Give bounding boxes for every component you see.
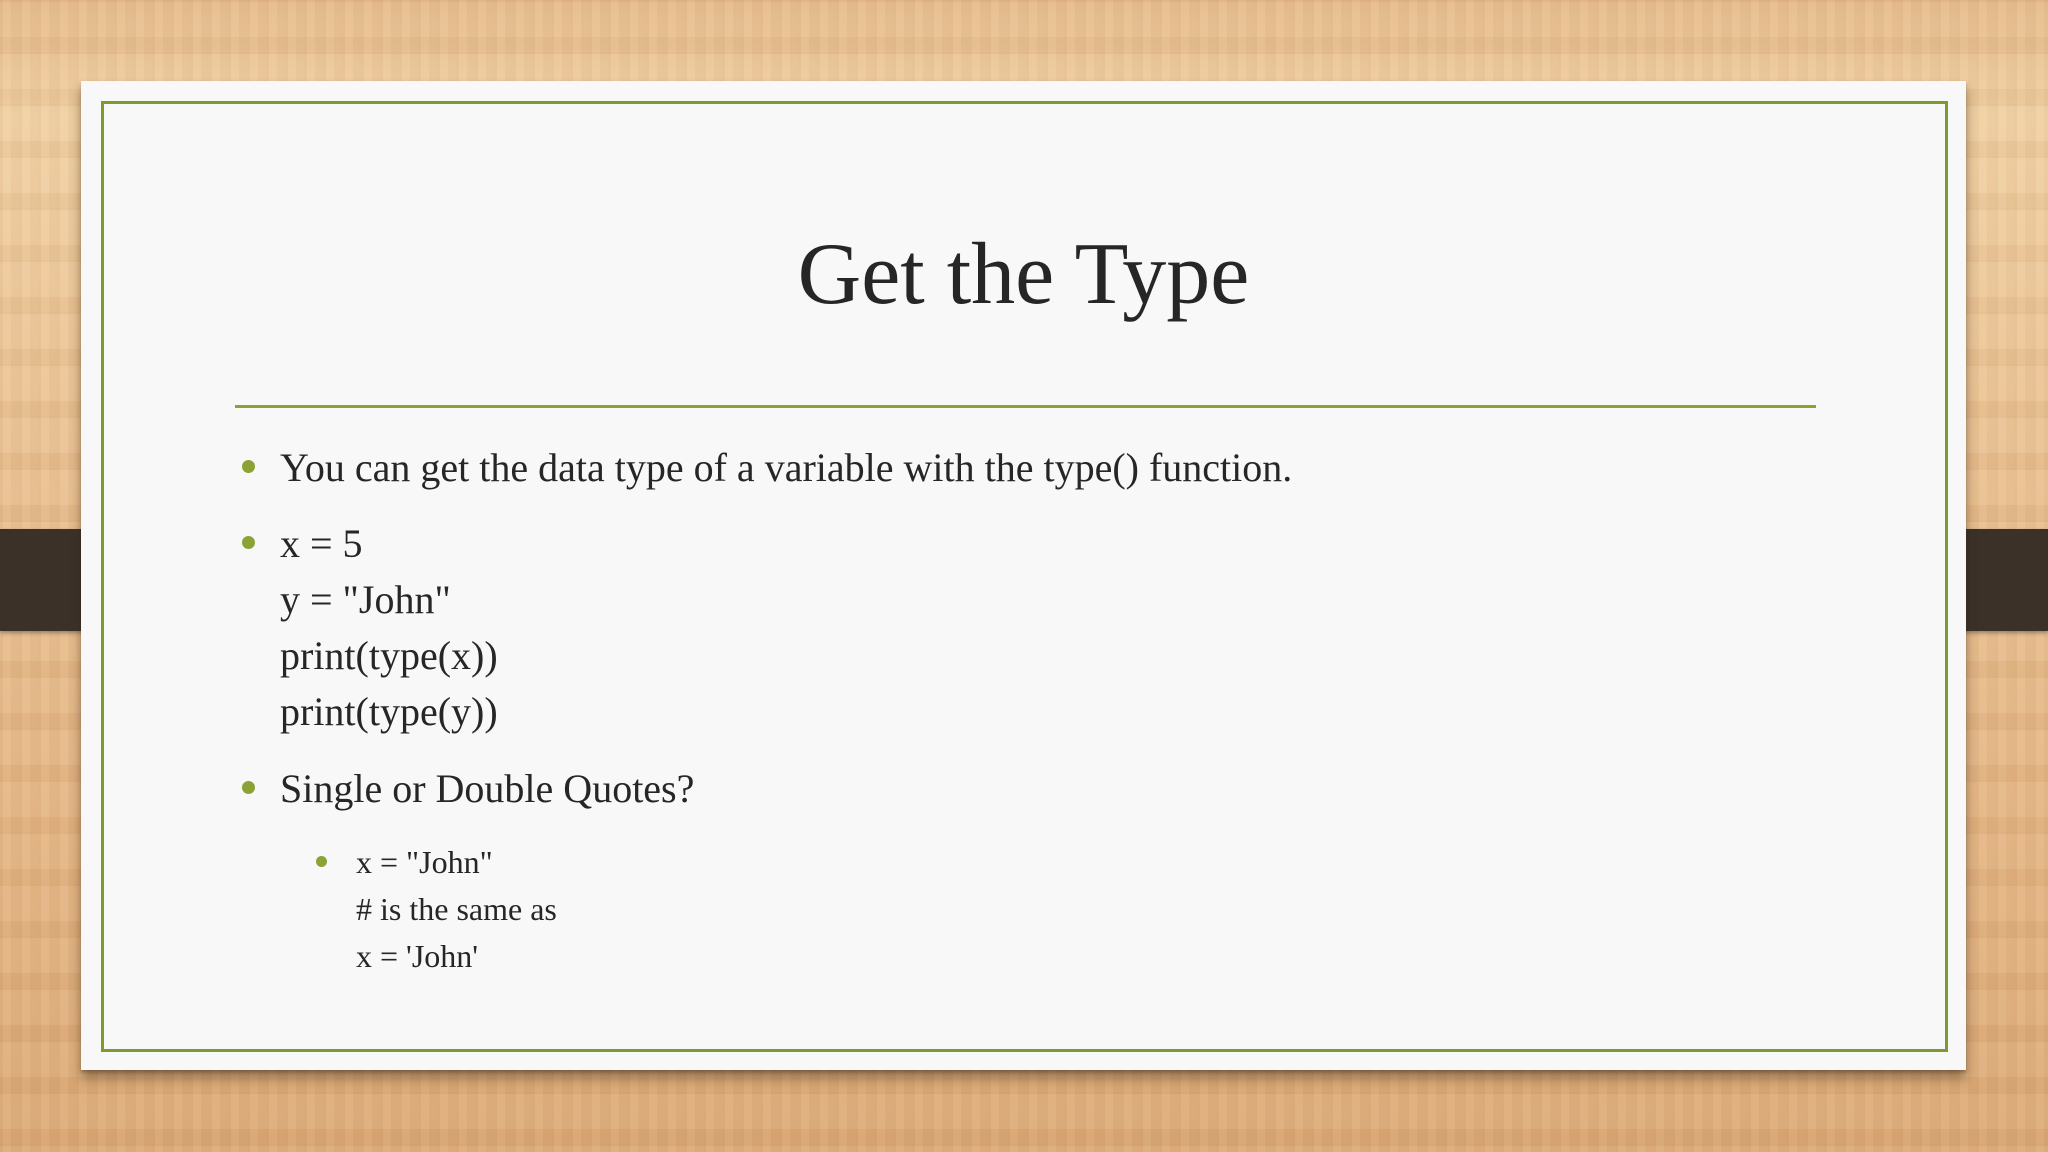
bullet-dot-icon bbox=[242, 460, 255, 473]
bullet-code-line: y = "John" bbox=[280, 577, 451, 622]
bullet-dot-icon bbox=[316, 856, 327, 867]
sub-bullet-code-line: x = "John" bbox=[356, 844, 493, 880]
bullet-dot-icon bbox=[242, 781, 255, 794]
slide-title: Get the Type bbox=[797, 226, 1250, 323]
bullet-code-line: print(type(x)) bbox=[280, 633, 498, 678]
bullet-code-line: print(type(y)) bbox=[280, 689, 498, 734]
bullet-item bbox=[280, 521, 498, 748]
title-underline bbox=[235, 405, 1816, 408]
bullet-dot-icon bbox=[242, 536, 255, 549]
slide bbox=[81, 81, 1966, 1070]
sub-bullet-item bbox=[356, 846, 557, 987]
sub-bullet-code-line: x = 'John' bbox=[356, 938, 479, 974]
bullet-text: Single or Double Quotes? bbox=[280, 766, 695, 811]
bullet-item bbox=[280, 766, 695, 825]
bullet-text: You can get the data type of a variable with the type() function. bbox=[280, 445, 1293, 490]
sub-bullet-code-line: # is the same as bbox=[356, 891, 557, 927]
bullet-item bbox=[280, 445, 1293, 504]
bullet-code-line: x = 5 bbox=[280, 521, 363, 566]
